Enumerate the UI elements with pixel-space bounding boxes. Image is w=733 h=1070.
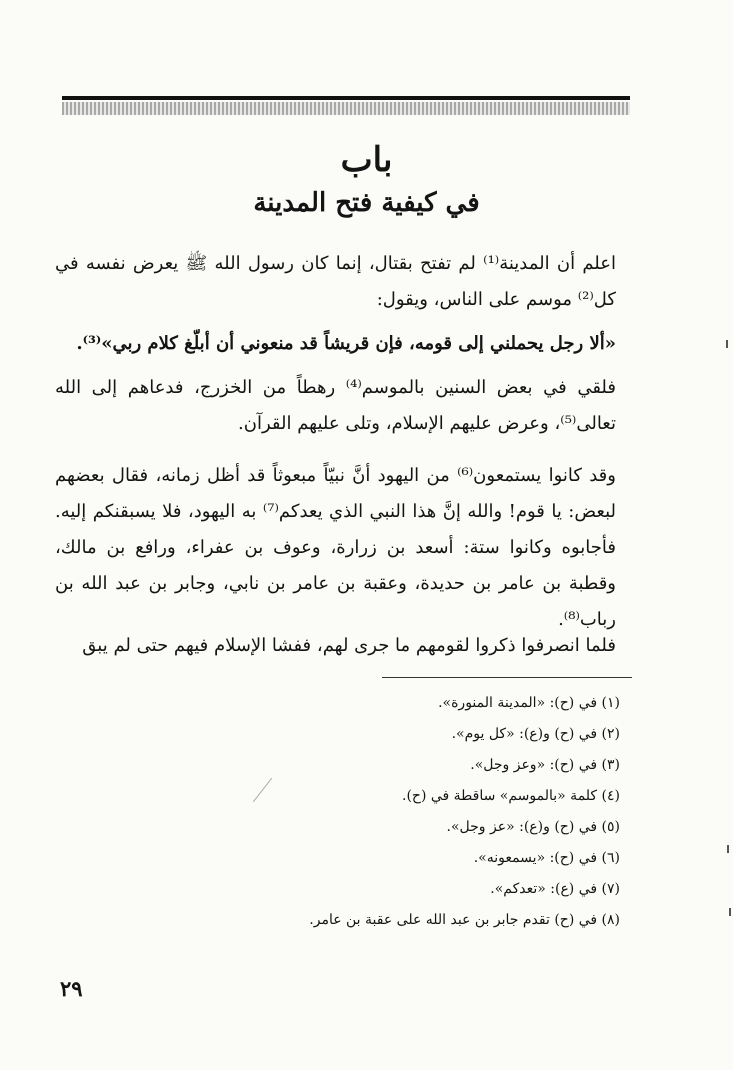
paragraph-six-men: وقد كانوا يستمعون⁽⁶⁾ من اليهود أنَّ نبيّاً مبعوثاً قد أظل زمانه، فقال بعضهم لبعض: يا قوم! والله إنَّ هذا النبي الذي يعدكم⁽⁷⁾ به اليهود، فلا يسبقنكم إليه. فأجابوه وكانوا ستة: أسعد بن زرارة، وعوف بن عفراء، ورافع بن مالك، وقطبة بن عامر بن حديدة، وعقبة بن عامر بن نابي، وجابر بن عبد الله بن رباب⁽⁸⁾.	[55, 465, 616, 630]
header-ornament-band	[62, 102, 630, 115]
header-rule	[62, 96, 630, 100]
footnote-separator	[382, 677, 632, 678]
scan-mark	[729, 908, 731, 916]
page-number: ٢٩	[60, 976, 83, 1001]
footnote-item: (٣) في (ح): «وعز وجل».	[470, 757, 620, 773]
footnote-item: (٦) في (ح): «يسمعونه».	[473, 850, 620, 866]
chapter-subtitle: في كيفية فتح المدينة	[253, 188, 480, 218]
scan-mark	[727, 845, 729, 853]
paragraph-intro: اعلم أن المدينة⁽¹⁾ لم تفتح بقتال، إنما كان رسول الله ﷺ يعرض نفسه في كل⁽²⁾ موسم على الناس، ويقول:	[55, 253, 617, 310]
footnote-item: (٨) في (ح) تقدم جابر بن عبد الله على عقبة بن عامر.	[309, 912, 620, 928]
paragraph-spread-of-islam: فلما انصرفوا ذكروا لقومهم ما جرى لهم، ففشا الإسلام فيهم حتى لم يبق	[82, 635, 616, 656]
chapter-title: باب	[340, 140, 393, 180]
scan-mark	[726, 340, 728, 348]
footnotes-list	[200, 688, 620, 936]
paragraph-hadith-quote: «ألا رجل يحملني إلى قومه، فإن قريشاً قد منعوني أن أبلّغ كلام ربي»⁽³⁾.	[76, 333, 616, 354]
footnote-item: (١) في (ح): «المدينة المنورة».	[438, 695, 620, 711]
footnote-item: (٤) كلمة «بالموسم» ساقطة في (ح).	[402, 788, 620, 804]
paragraph-khazraj-meeting: فلقي في بعض السنين بالموسم⁽⁴⁾ رهطاً من الخزرج، فدعاهم إلى الله تعالى⁽⁵⁾، وعرض عليهم الإسلام، وتلى عليهم القرآن.	[55, 377, 616, 434]
footnote-item: (٥) في (ح) و(ع): «عز وجل».	[446, 819, 620, 835]
footnote-item: (٢) في (ح) و(ع): «كل يوم».	[451, 726, 620, 742]
footnote-item: (٧) في (ع): «تعدكم».	[490, 881, 620, 897]
